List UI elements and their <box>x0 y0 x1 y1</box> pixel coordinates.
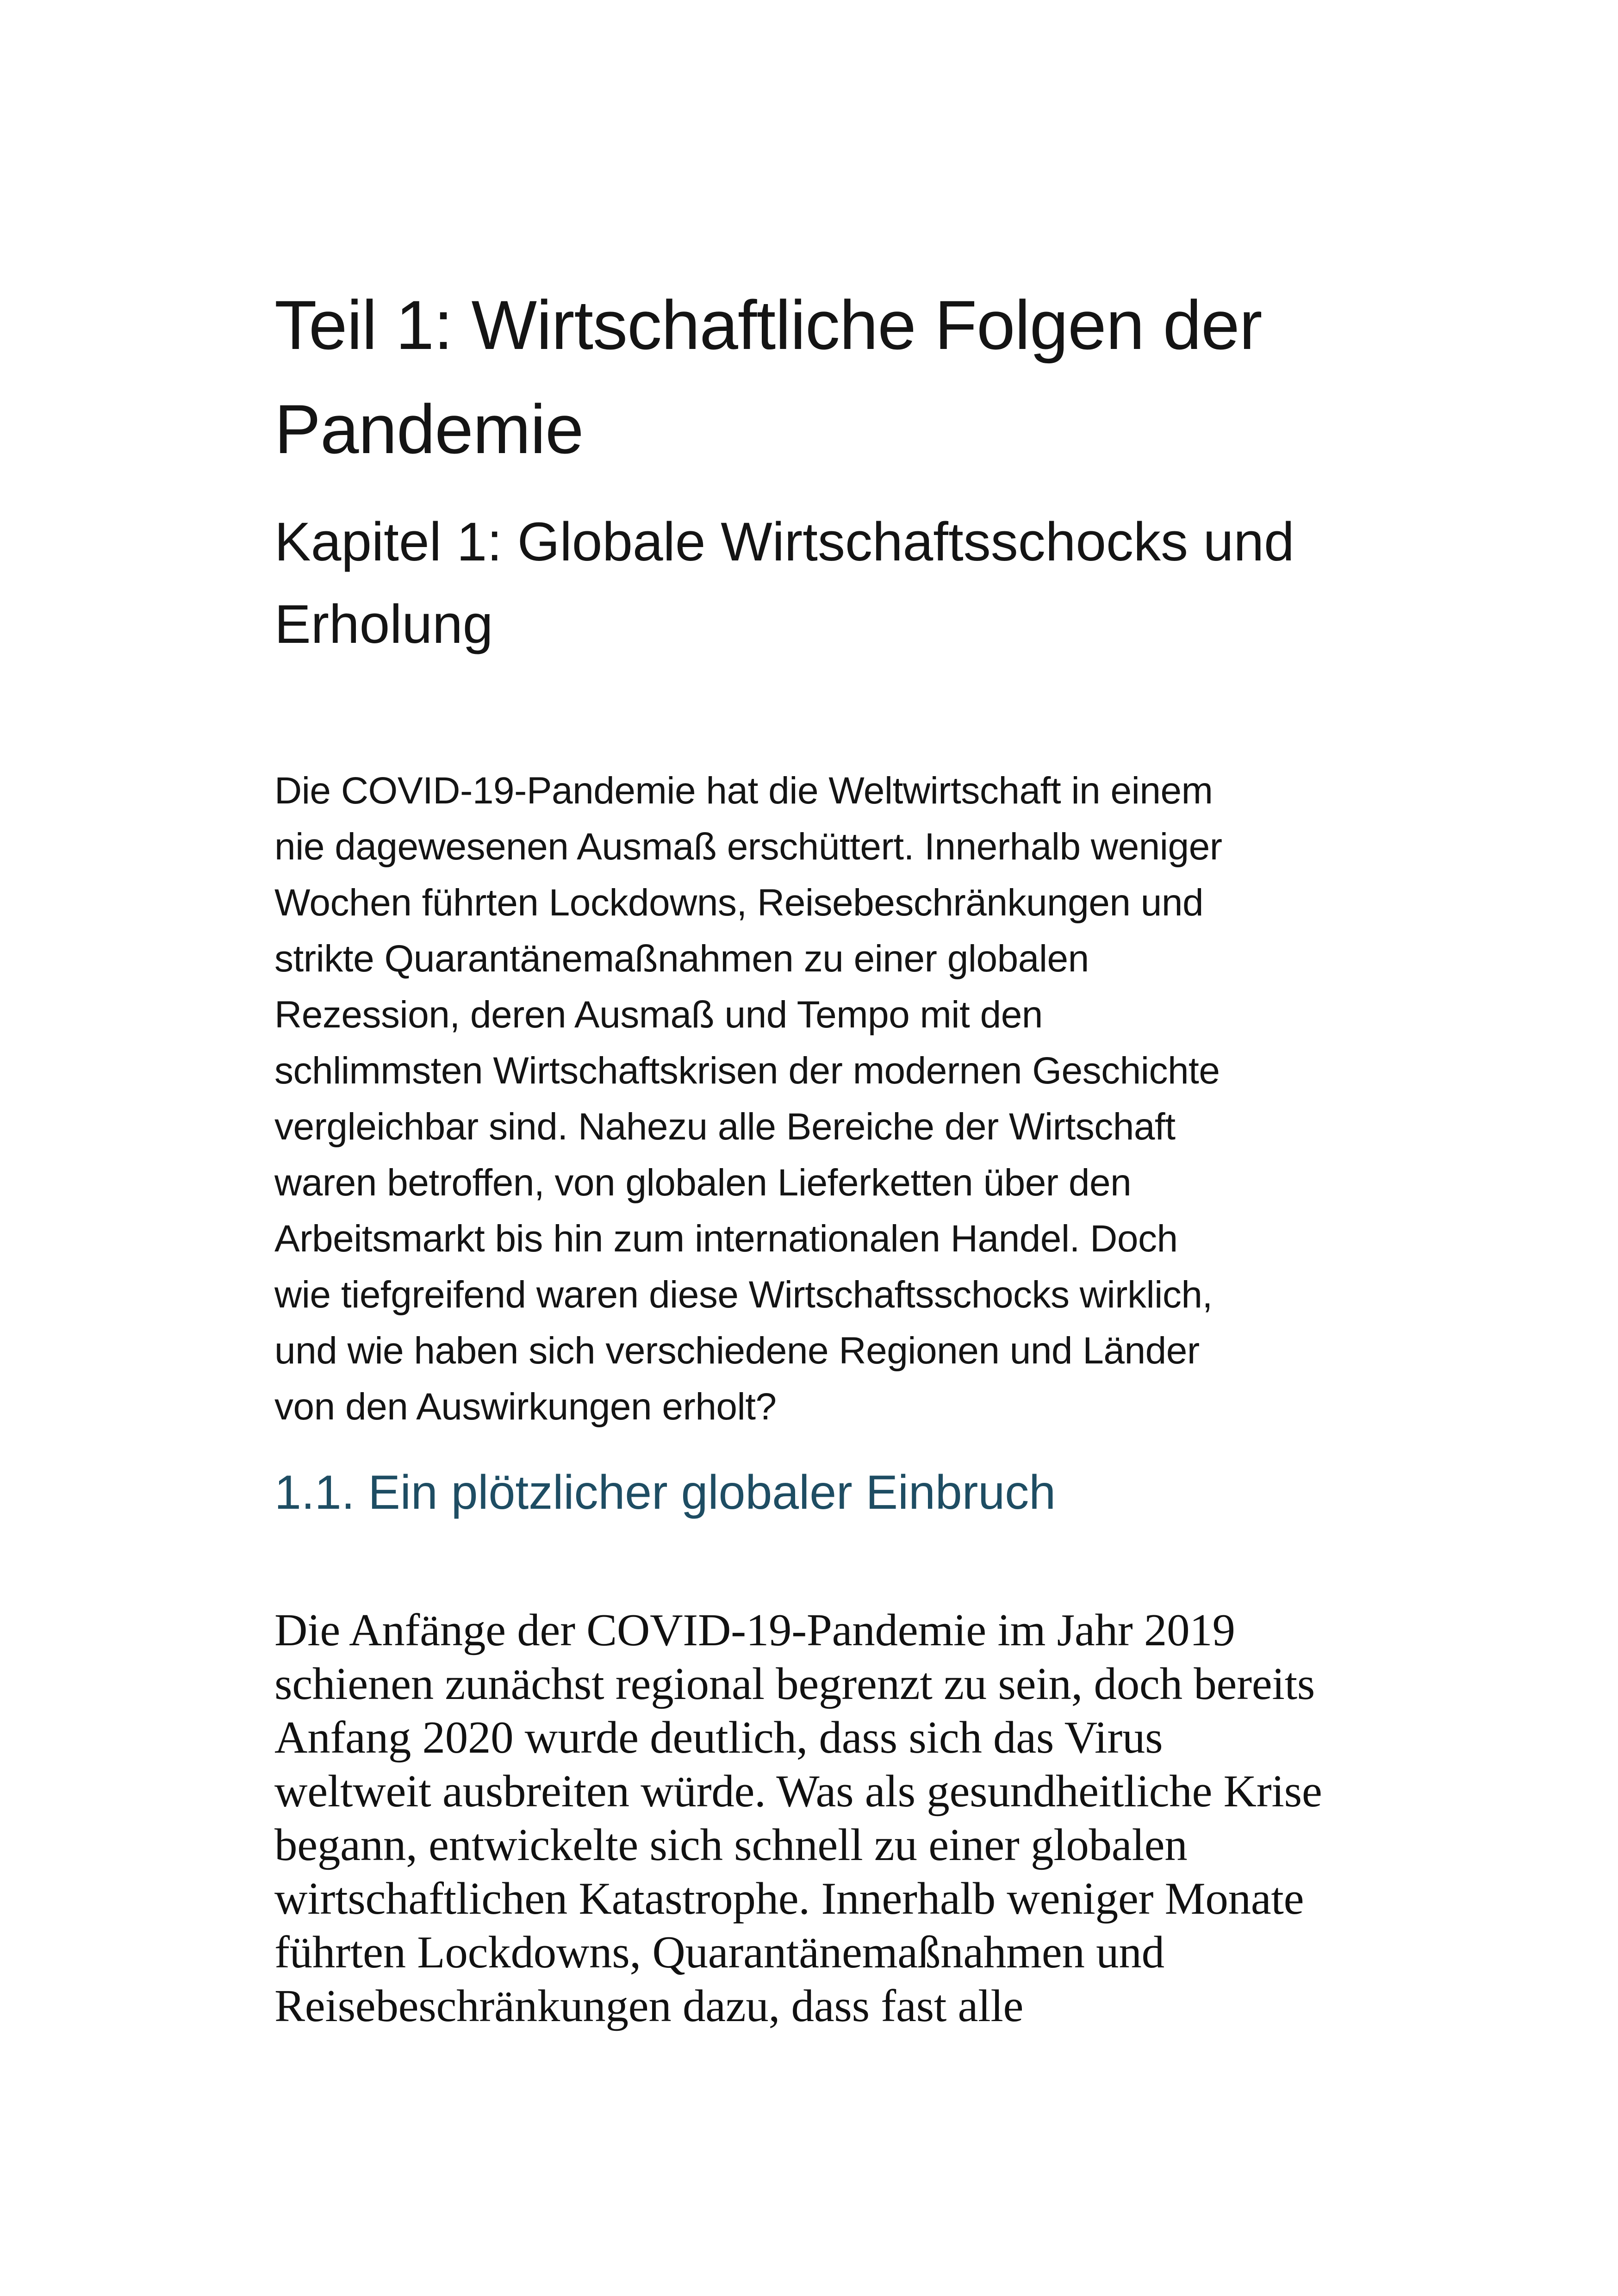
part-title <box>274 273 1394 481</box>
part-title-line: Teil 1: Wirtschaftliche Folgen der <box>274 286 1262 364</box>
intro-line: vergleichbar sind. Nahezu alle Bereiche der Wirtschaft <box>274 1106 1176 1148</box>
document-page <box>274 273 1394 2033</box>
body-line: führten Lockdowns, Quarantänemaßnahmen und <box>274 1927 1164 1978</box>
section-heading: 1.1. Ein plötzlicher globaler Einbruch <box>274 1466 1056 1519</box>
chapter-title <box>274 501 1394 666</box>
intro-line: und wie haben sich verschiedene Regionen und Länder <box>274 1330 1200 1372</box>
intro-line: Die COVID-19-Pandemie hat die Weltwirtschaft in einem <box>274 770 1213 812</box>
body-line: weltweit ausbreiten würde. Was als gesundheitliche Krise <box>274 1766 1322 1817</box>
body-line: begann, entwickelte sich schnell zu einer globalen <box>274 1820 1188 1870</box>
intro-line: Wochen führten Lockdowns, Reisebeschränkungen und <box>274 882 1204 924</box>
intro-line: strikte Quarantänemaßnahmen zu einer globalen <box>274 938 1089 980</box>
intro-line: Rezession, deren Ausmaß und Tempo mit den <box>274 994 1043 1036</box>
intro-line: Arbeitsmarkt bis hin zum internationalen Handel. Doch <box>274 1218 1178 1260</box>
intro-line: von den Auswirkungen erholt? <box>274 1386 777 1428</box>
intro-line: waren betroffen, von globalen Lieferketten über den <box>274 1162 1132 1204</box>
body-line: Reisebeschränkungen dazu, dass fast alle <box>274 1981 1024 2031</box>
intro-line: wie tiefgreifend waren diese Wirtschaftsschocks wirklich, <box>274 1274 1213 1316</box>
body-line: schienen zunächst regional begrenzt zu sein, doch bereits <box>274 1659 1315 1709</box>
body-line: wirtschaftlichen Katastrophe. Innerhalb weniger Monate <box>274 1873 1304 1924</box>
intro-line: nie dagewesenen Ausmaß erschüttert. Innerhalb weniger <box>274 826 1222 868</box>
intro-paragraph <box>274 763 1394 1435</box>
intro-line: schlimmsten Wirtschaftskrisen der modernen Geschichte <box>274 1050 1220 1092</box>
part-title-line: Pandemie <box>274 390 584 468</box>
chapter-title-line: Kapitel 1: Globale Wirtschaftsschocks und <box>274 511 1294 572</box>
body-line: Anfang 2020 wurde deutlich, dass sich das Virus <box>274 1712 1163 1763</box>
body-line: Die Anfänge der COVID-19-Pandemie im Jahr 2019 <box>274 1605 1235 1655</box>
chapter-title-line: Erholung <box>274 594 493 655</box>
body-paragraph <box>274 1604 1394 2033</box>
